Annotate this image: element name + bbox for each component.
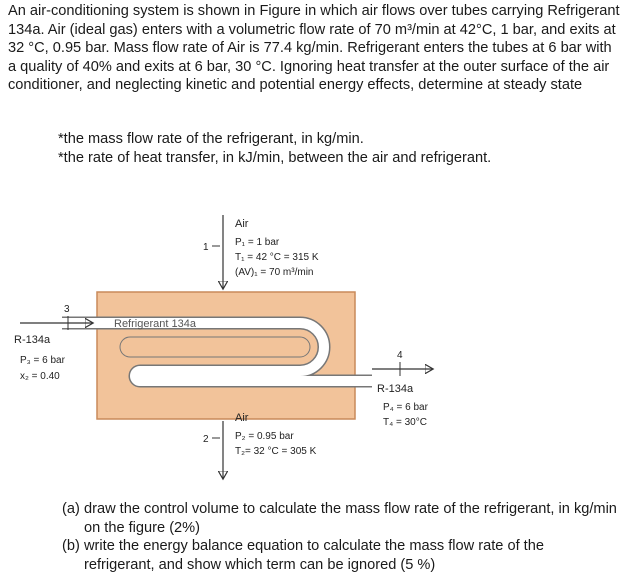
question-text: write the energy balance equation to calculate the mass flow rate of the refrigerant, and show which term can be ignored (5 %) — [84, 538, 544, 573]
air-inlet-flow-rate: (AV)₁ = 70 m³/min — [235, 267, 314, 278]
question-item — [62, 537, 618, 574]
task-item: *the mass flow rate of the refrigerant, in kg/min. — [58, 131, 364, 147]
question-text: draw the control volume to calculate the mass flow rate of the refrigerant, in kg/min on the figure (2%) — [84, 501, 617, 536]
task-item: *the rate of heat transfer, in kJ/min, between the air and refrigerant. — [58, 150, 492, 166]
refrigerant-outlet-temperature: T₄ = 30°C — [383, 417, 427, 428]
problem-statement: An air-conditioning system is shown in Figure in which air flows over tubes carrying Refrigerant 134a. Air (ideal gas) enters with a volumetric flow rate of 70 m³/min at 42°C, 1 bar, and exits at 32 °C, 0.95 bar. Mass flow rate of Air is 77.4 kg/min. Refrigerant enters the tubes at 6 bar with a quality of 40% and exits at 6 bar, 30 °C. Ignoring heat transfer at the outer surface of the air conditioner, and neglecting kinetic and potential energy effects, determine at steady state — [8, 3, 620, 94]
state-3-number: 3 — [64, 304, 70, 315]
air-outlet-label: Air — [235, 412, 249, 424]
air-outlet-pressure: P₂ = 0.95 bar — [235, 431, 294, 442]
state-2-number: 2 — [203, 434, 209, 445]
state-4-number: 4 — [397, 350, 403, 361]
refrigerant-outlet-pressure: P₄ = 6 bar — [383, 402, 428, 413]
air-inlet-label: Air — [235, 218, 249, 230]
question-item — [62, 500, 618, 537]
air-outlet-temperature: T₂= 32 °C = 305 K — [235, 446, 317, 457]
question-label: (b) — [62, 538, 80, 554]
refrigerant-tube-label: Refrigerant 134a — [114, 318, 196, 330]
refrigerant-inlet-label: R-134a — [14, 334, 51, 346]
question-list — [62, 500, 618, 574]
refrigerant-inlet-pressure: P₃ = 6 bar — [20, 355, 65, 366]
question-label: (a) — [62, 501, 80, 517]
refrigerant-inlet-quality: x₂ = 0.40 — [20, 371, 60, 382]
air-inlet-temperature: T₁ = 42 °C = 315 K — [235, 252, 319, 263]
state-1-number: 1 — [203, 242, 209, 253]
air-inlet-pressure: P₁ = 1 bar — [235, 237, 280, 248]
refrigerant-outlet-label: R-134a — [377, 383, 414, 395]
